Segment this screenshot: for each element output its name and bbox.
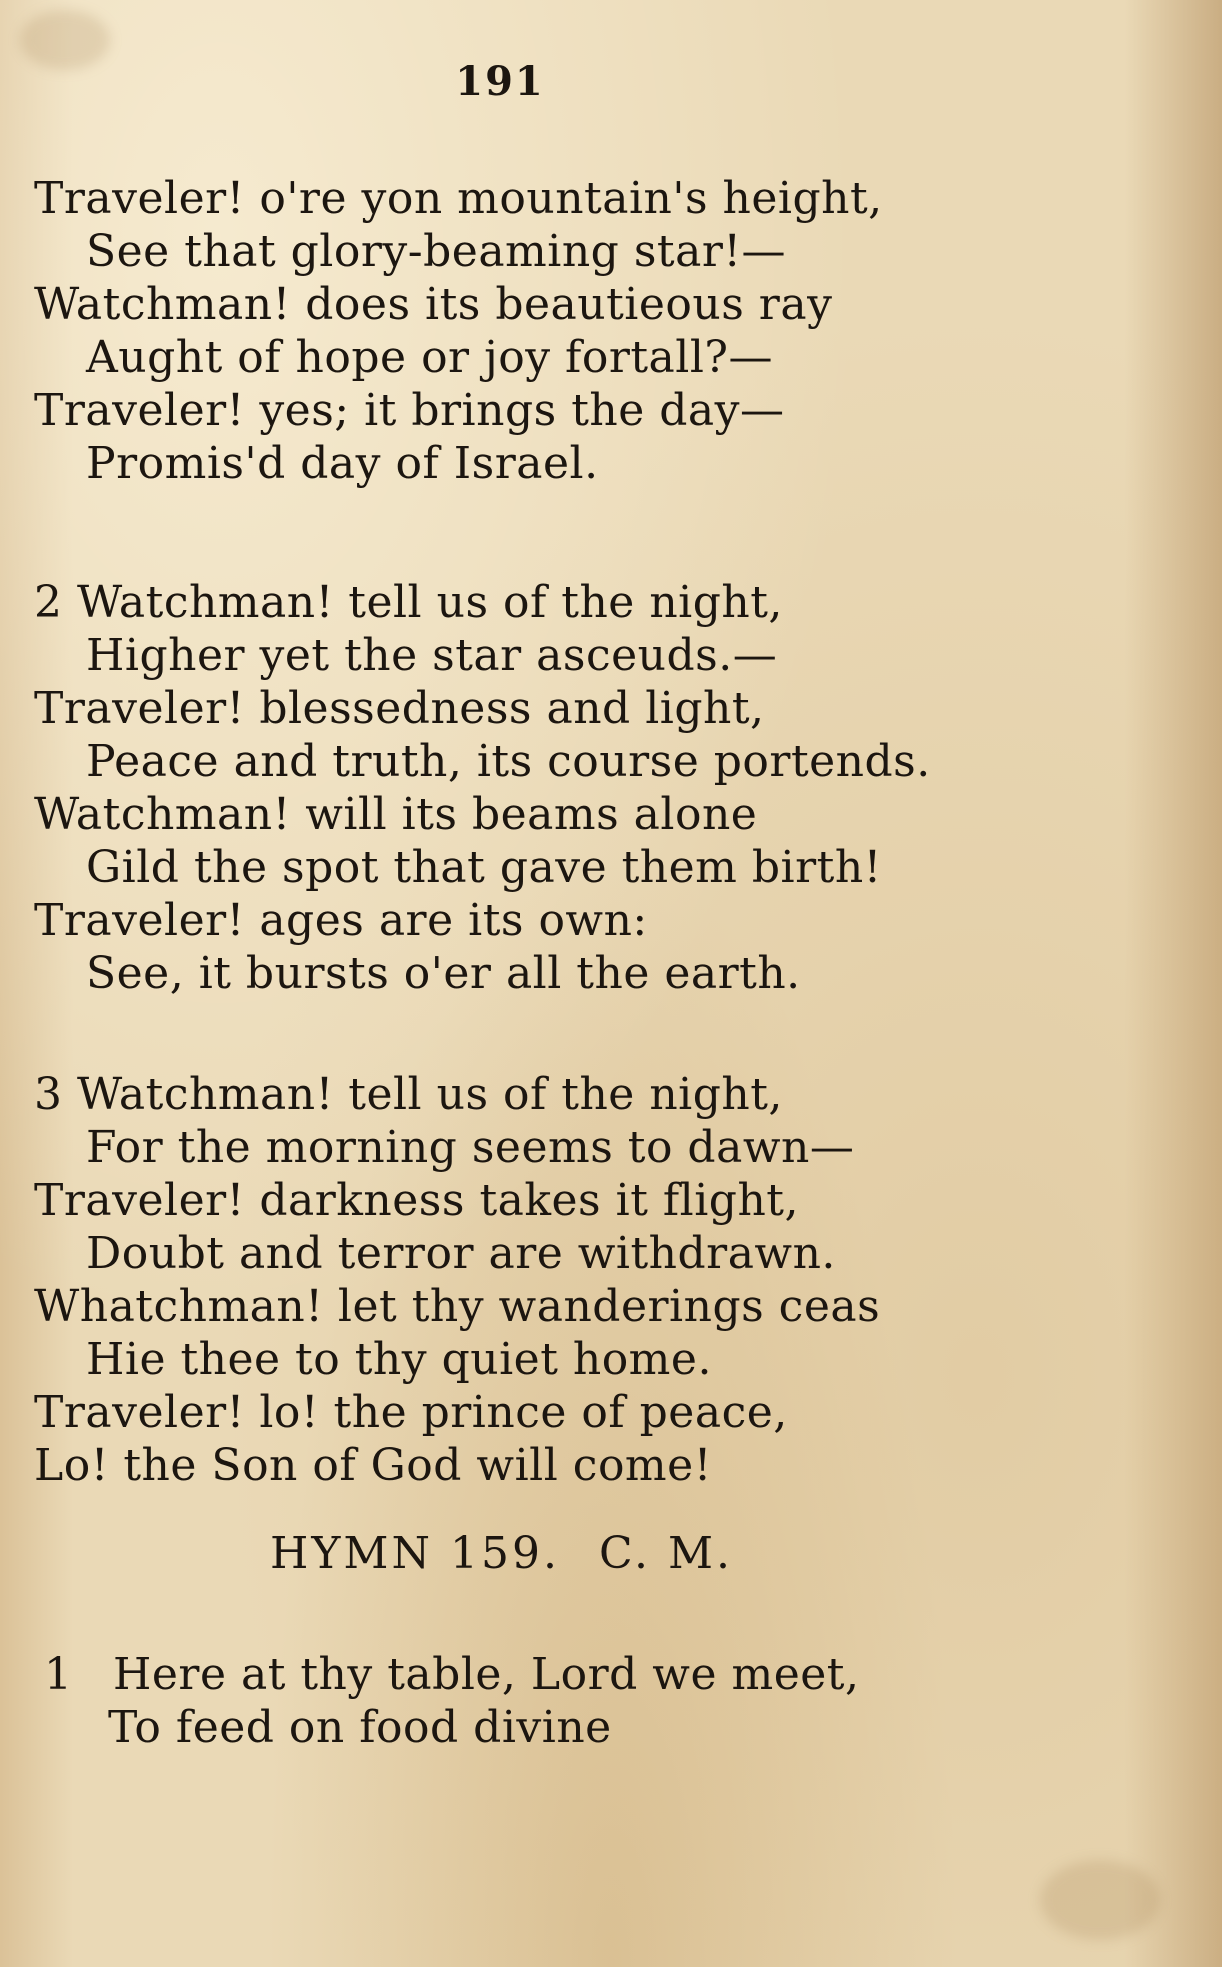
verse-line: Here at thy table, Lord we meet, xyxy=(113,1649,860,1700)
verse-line: Watchman! will its beams alone xyxy=(34,789,758,840)
verse-line: Doubt and terror are withdrawn. xyxy=(86,1228,836,1279)
verse-line: Watchman! tell us of the night, xyxy=(77,577,783,628)
verse-line: Watchman! tell us of the night, xyxy=(77,1069,783,1120)
stanza-number: 2 xyxy=(34,577,63,628)
verse-line: Peace and truth, its course portends. xyxy=(86,736,931,787)
verse-line: Aught of hope or joy fortall?— xyxy=(86,332,774,383)
verse-line: Lo! the Son of God will come! xyxy=(34,1440,712,1491)
stanza-number: 1 xyxy=(44,1649,73,1700)
verse-line: See that glory-beaming star!— xyxy=(86,226,787,277)
hymn-heading xyxy=(270,1528,733,1579)
page-number: 191 xyxy=(455,58,545,105)
verse-line: Traveler! darkness takes it flight, xyxy=(34,1175,799,1226)
verse-line: Hie thee to thy quiet home. xyxy=(86,1334,712,1385)
verse-line: Traveler! ages are its own: xyxy=(34,895,648,946)
paper-stain xyxy=(1040,1860,1160,1940)
verse-line: Promis'd day of Israel. xyxy=(86,438,599,489)
verse-line: Traveler! blessedness and light, xyxy=(34,683,765,734)
stanza-number: 3 xyxy=(34,1069,63,1120)
verse-line-numbered xyxy=(34,1068,783,1121)
verse-line: Higher yet the star asceuds.— xyxy=(86,630,778,681)
verse-line: To feed on food divine xyxy=(108,1702,612,1753)
verse-line: Traveler! lo! the prince of peace, xyxy=(34,1387,788,1438)
verse-line: Whatchman! let thy wanderings ceas xyxy=(34,1281,881,1332)
hymn-meter: C. M. xyxy=(598,1528,734,1579)
verse-line: For the morning seems to dawn— xyxy=(86,1122,855,1173)
verse-line: Gild the spot that gave them birth! xyxy=(86,842,882,893)
verse-line: See, it bursts o'er all the earth. xyxy=(86,948,801,999)
verse-line: Traveler! yes; it brings the day— xyxy=(34,385,785,436)
verse-line: Watchman! does its beautieous ray xyxy=(34,279,833,330)
hymn-title: HYMN 159. xyxy=(270,1528,560,1579)
verse-line-numbered xyxy=(44,1648,859,1701)
verse-line: Traveler! o're yon mountain's height, xyxy=(34,173,883,224)
verse-line-numbered xyxy=(34,576,783,629)
